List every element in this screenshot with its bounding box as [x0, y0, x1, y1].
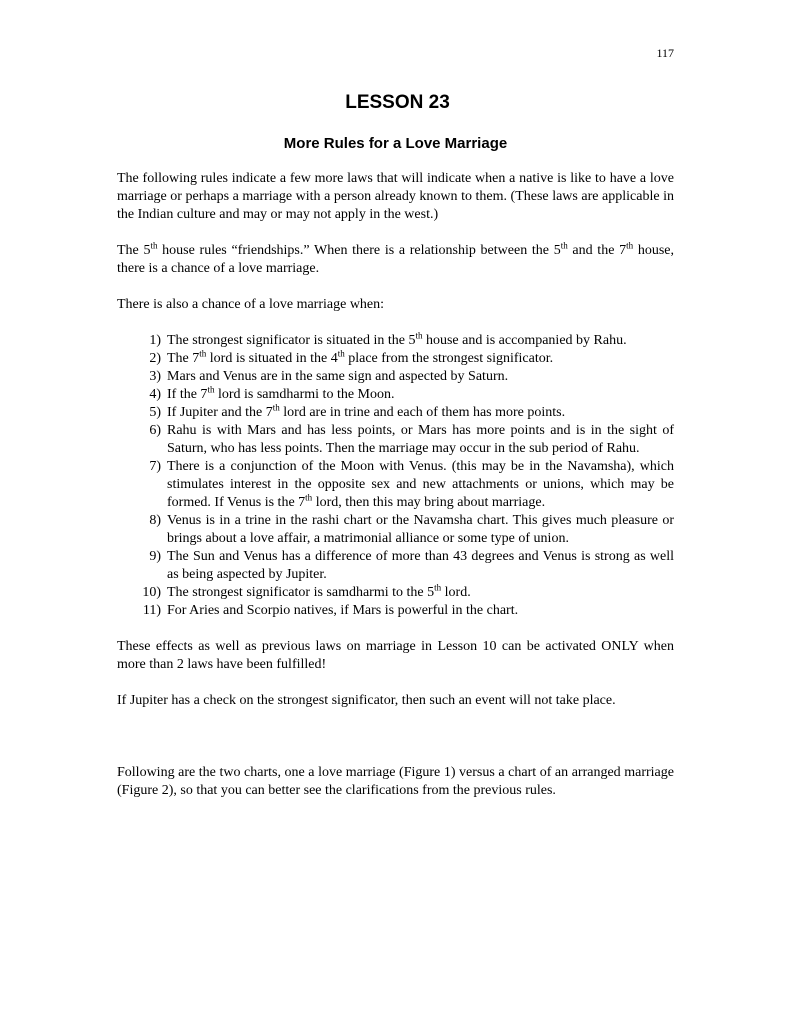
rule-item: 6) Rahu is with Mars and has less points, or Mars has more points and is in the sight of Saturn, who has less points. Then the marriage may occur in the sub period of Rahu. — [149, 423, 674, 456]
rule-item: 3) Mars and Venus are in the same sign and aspected by Saturn. — [149, 369, 509, 384]
rule-item: 9) The Sun and Venus has a difference of more than 43 degrees and Venus is strong as well as being aspected by Jupiter. — [149, 549, 674, 582]
jupiter-paragraph: If Jupiter has a check on the strongest significator, then such an event will not take place. — [117, 693, 616, 708]
rule-item: 2) The 7th lord is situated in the 4th place from the strongest significator. — [149, 348, 554, 366]
rule-item: 10) The strongest significator is samdharmi to the 5th lord. — [142, 582, 471, 600]
intro-paragraph: The following rules indicate a few more laws that will indicate when a native is like to have a love marriage or perhaps a marriage with a person already known to them. (These laws are applicable in the Indian culture and may or may not apply in the west.) — [117, 171, 674, 222]
lesson-title: LESSON 23 — [345, 92, 450, 113]
rule-item: 7) There is a conjunction of the Moon with Venus. (this may be in the Navamsha), which stimulates interest in the opposite sex and new attachments or unions, which may be formed. If Venus is the 7th lord, then this may bring about marriage. — [149, 459, 674, 510]
fifth-house-paragraph: The 5th house rules “friendships.” When there is a relationship between the 5th and the 7th house, there is a chance of a love marriage. — [117, 240, 674, 276]
rule-item: 8) Venus is in a trine in the rashi chart or the Navamsha chart. This gives much pleasure or brings about a love affair, a matrimonial alliance or some type of union. — [149, 513, 674, 546]
chance-intro-paragraph: There is also a chance of a love marriage when: — [117, 297, 385, 312]
rule-item: 1) The strongest significator is situated in the 5th house and is accompanied by Rahu. — [149, 330, 627, 348]
following-paragraph: Following are the two charts, one a love marriage (Figure 1) versus a chart of an arranged marriage (Figure 2), so that you can better see the clarifications from the previous rules. — [117, 765, 674, 798]
lesson-body — [117, 170, 674, 800]
rule-item: 4) If the 7th lord is samdharmi to the Moon. — [149, 384, 395, 402]
page-number: 117 — [656, 46, 674, 60]
lesson-subtitle: More Rules for a Love Marriage — [283, 135, 508, 152]
rules-list — [117, 332, 674, 620]
rule-item: 11) For Aries and Scorpio natives, if Mars is powerful in the chart. — [142, 603, 519, 618]
effects-paragraph: These effects as well as previous laws on marriage in Lesson 10 can be activated ONLY when more than 2 laws have been fulfilled! — [117, 639, 674, 672]
rule-item: 5) If Jupiter and the 7th lord are in trine and each of them has more points. — [149, 402, 566, 420]
